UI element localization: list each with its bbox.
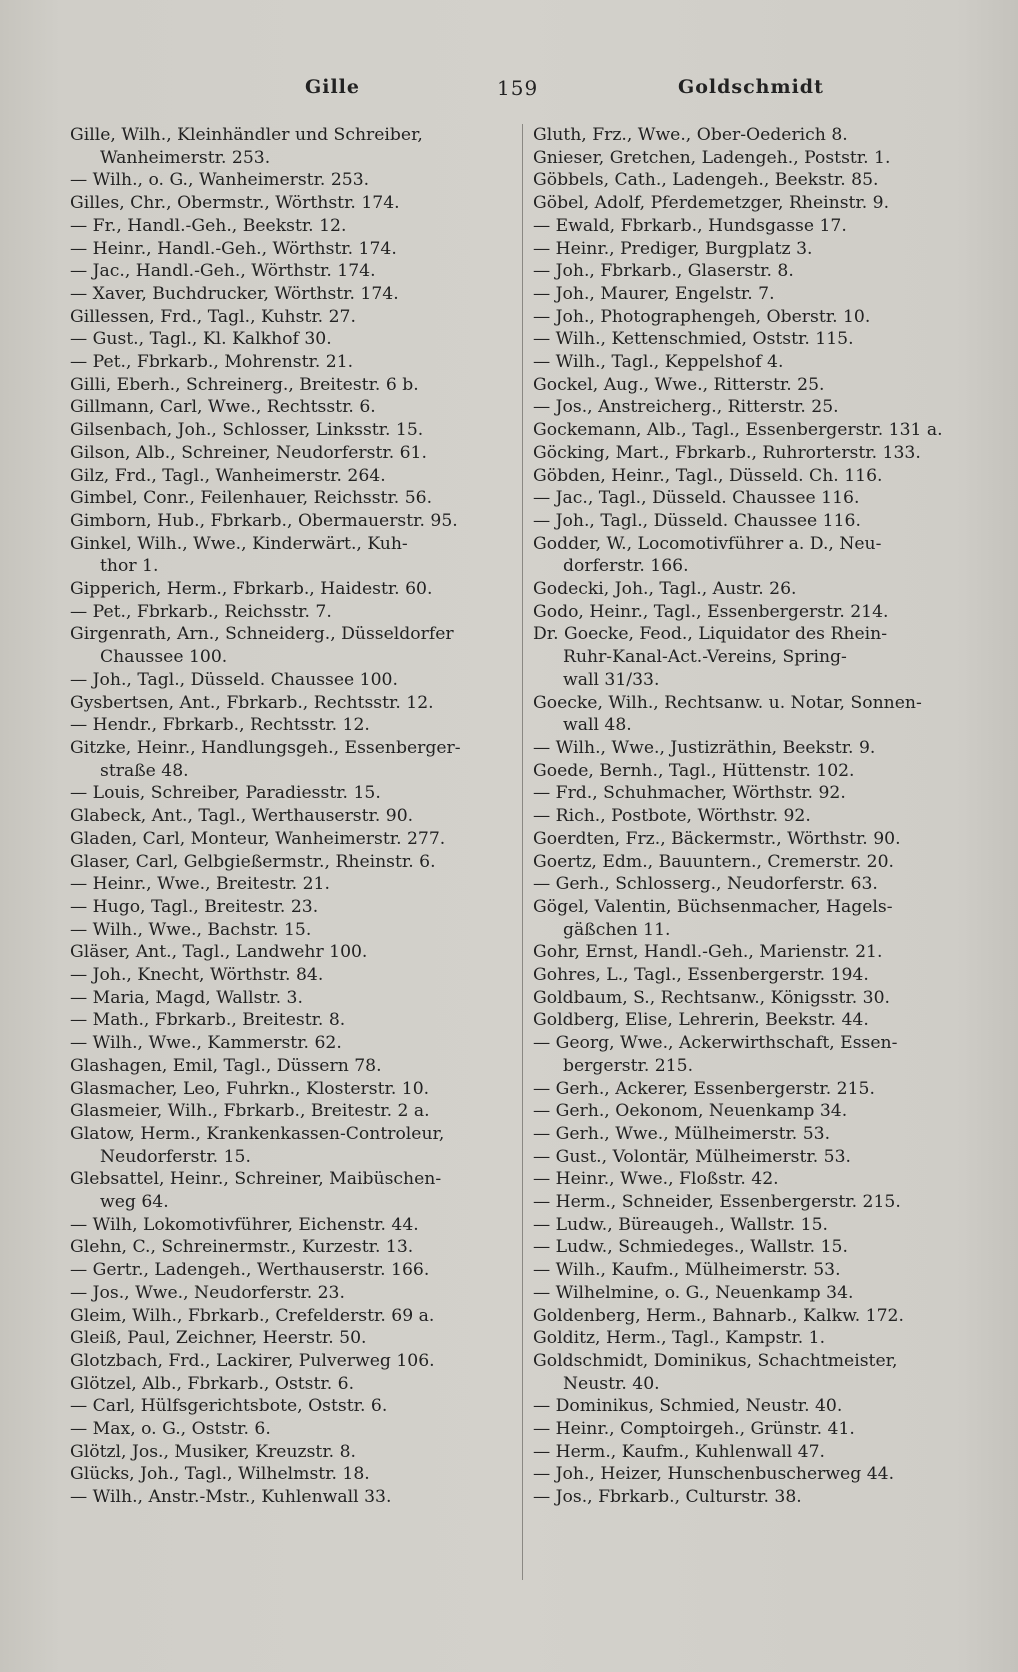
directory-entry-line: Gysbertsen, Ant., Fbrkarb., Rechtsstr. 12. [70,692,434,713]
directory-entry-line: — Ludw., Büreaugeh., Wallstr. 15. [533,1214,828,1235]
directory-entry-line: Gipperich, Herm., Fbrkarb., Haidestr. 60. [70,579,433,600]
directory-entry-line: — Wilh., Kettenschmied, Oststr. 115. [533,329,854,350]
directory-entry-line: — Georg, Wwe., Ackerwirthschaft, Essen- [533,1033,898,1054]
directory-entry-line: Gläser, Ant., Tagl., Landwehr 100. [70,942,368,963]
directory-entry-line: weg 64. [100,1192,169,1213]
directory-entry-line: Ruhr-Kanal-Act.-Vereins, Spring- [563,647,847,668]
header-first-entry: Gille [305,76,360,98]
directory-entry-line: — Pet., Fbrkarb., Mohrenstr. 21. [70,352,354,373]
directory-entry-line: — Gust., Volontär, Mülheimerstr. 53. [533,1146,851,1167]
directory-entry-line: — Wilh., Wwe., Justizräthin, Beekstr. 9. [533,737,876,758]
directory-entry-line: — Jac., Tagl., Düsseld. Chaussee 116. [533,488,860,509]
directory-entry-line: Gnieser, Gretchen, Ladengeh., Poststr. 1. [533,147,891,168]
directory-entry-line: Godo, Heinr., Tagl., Essenbergerstr. 214. [533,601,889,622]
directory-entry-line: — Rich., Postbote, Wörthstr. 92. [533,806,811,827]
left-column [70,124,515,1509]
page-header [0,76,1018,110]
directory-entry-line: Gluth, Frz., Wwe., Ober-Oederich 8. [533,125,848,145]
directory-entry-line: thor 1. [100,556,159,577]
directory-entry-line: — Wilh., Tagl., Keppelshof 4. [533,352,784,373]
directory-entry-line: — Gerh., Wwe., Mülheimerstr. 53. [533,1123,831,1144]
directory-entry-line: — Wilh., o. G., Wanheimerstr. 253. [70,170,370,191]
directory-entry-line: — Joh., Fbrkarb., Glaserstr. 8. [533,261,794,282]
directory-entry-line: Golditz, Herm., Tagl., Kampstr. 1. [533,1328,826,1349]
directory-entry-line: Göbden, Heinr., Tagl., Düsseld. Ch. 116. [533,465,883,486]
header-last-entry: Goldschmidt [678,76,824,98]
directory-entry-line: Glücks, Joh., Tagl., Wilhelmstr. 18. [70,1464,370,1485]
directory-entry-line: Glötzel, Alb., Fbrkarb., Oststr. 6. [70,1373,355,1394]
directory-entry-line: — Joh., Maurer, Engelstr. 7. [533,283,775,304]
directory-entry-line: Girgenrath, Arn., Schneiderg., Düsseldorfer [70,624,454,645]
directory-entry-line: Gilles, Chr., Obermstr., Wörthstr. 174. [70,193,400,214]
directory-entry-line: Gillmann, Carl, Wwe., Rechtsstr. 6. [70,397,376,418]
directory-entry-line: wall 48. [563,715,632,736]
directory-entry-line: Gleiß, Paul, Zeichner, Heerstr. 50. [70,1328,367,1349]
directory-entry-line: — Dominikus, Schmied, Neustr. 40. [533,1396,843,1417]
directory-entry-line: — Jos., Anstreicherg., Ritterstr. 25. [533,397,839,418]
directory-entry-line: Glasmacher, Leo, Fuhrkn., Klosterstr. 10. [70,1078,430,1099]
directory-entry-line: — Wilh., Anstr.-Mstr., Kuhlenwall 33. [70,1487,392,1508]
directory-entry-line: Gimborn, Hub., Fbrkarb., Obermauerstr. 95. [70,510,458,531]
column-divider [522,124,523,1580]
directory-entry-line: Gimbel, Conr., Feilenhauer, Reichsstr. 56. [70,488,433,509]
directory-entry-line: Ginkel, Wilh., Wwe., Kinderwärt., Kuh- [70,533,408,554]
directory-entry-line: Göcking, Mart., Fbrkarb., Ruhrorterstr. 133. [533,442,921,463]
directory-entry-line: Goerdten, Frz., Bäckermstr., Wörthstr. 90. [533,828,901,849]
directory-entry-line: — Hugo, Tagl., Breitestr. 23. [70,896,319,917]
directory-entry-line: dorferstr. 166. [563,556,689,577]
directory-entry-line: — Max, o. G., Oststr. 6. [70,1419,271,1440]
directory-entry-line: Dr. Goecke, Feod., Liquidator des Rhein- [533,624,887,645]
directory-entry-line: Goldbaum, S., Rechtsanw., Königsstr. 30. [533,987,891,1008]
directory-entry-line: Gögel, Valentin, Büchsenmacher, Hagels- [533,896,893,917]
directory-entry-line: — Ludw., Schmiedeges., Wallstr. 15. [533,1237,848,1258]
directory-entry-line: Göbbels, Cath., Ladengeh., Beekstr. 85. [533,170,879,191]
directory-entry-line: — Heinr., Wwe., Breitestr. 21. [70,874,330,895]
page-number: 159 [497,76,539,100]
directory-entry-line: Glashagen, Emil, Tagl., Düssern 78. [70,1055,382,1076]
directory-entry-line: Neustr. 40. [563,1373,660,1394]
directory-entry-line: — Xaver, Buchdrucker, Wörthstr. 174. [70,283,399,304]
directory-entry-line: Glotzbach, Frd., Lackirer, Pulverweg 106. [70,1350,435,1371]
directory-entry-line: Gladen, Carl, Monteur, Wanheimerstr. 277. [70,828,446,849]
directory-entry-line: Glabeck, Ant., Tagl., Werthauserstr. 90. [70,806,414,827]
directory-entry-line: Göbel, Adolf, Pferdemetzger, Rheinstr. 9. [533,193,890,214]
directory-entry-line: — Wilh., Wwe., Kammerstr. 62. [70,1033,342,1054]
directory-entry-line: — Joh., Knecht, Wörthstr. 84. [70,965,324,986]
directory-entry-line: Glötzl, Jos., Musiker, Kreuzstr. 8. [70,1441,356,1462]
directory-entry-line: Gilli, Eberh., Schreinerg., Breitestr. 6 b. [70,374,419,395]
directory-entry-line: Glaser, Carl, Gelbgießermstr., Rheinstr. 6. [70,851,436,872]
directory-entry-line: Chaussee 100. [100,647,228,668]
directory-entry-line: Neudorferstr. 15. [100,1146,251,1167]
directory-entry-line: Gillessen, Frd., Tagl., Kuhstr. 27. [70,306,356,327]
directory-entry-line: — Herm., Kaufm., Kuhlenwall 47. [533,1441,826,1462]
directory-entry-line: Goertz, Edm., Bauuntern., Cremerstr. 20. [533,851,894,872]
directory-entry-line: — Wilhelmine, o. G., Neuenkamp 34. [533,1282,854,1303]
directory-entry-line: Glebsattel, Heinr., Schreiner, Maibüschen- [70,1169,442,1190]
directory-entry-line: — Joh., Photographengeh, Oberstr. 10. [533,306,871,327]
directory-entry-line: Gockel, Aug., Wwe., Ritterstr. 25. [533,374,825,395]
directory-entry-line: Gille, Wilh., Kleinhändler und Schreiber, [70,125,423,145]
directory-entry-line: Wanheimerstr. 253. [100,147,271,168]
directory-entry-line: — Wilh., Wwe., Bachstr. 15. [70,919,312,940]
directory-entry-line: Glatow, Herm., Krankenkassen-Controleur, [70,1123,445,1144]
directory-entry-line: Goldschmidt, Dominikus, Schachtmeister, [533,1350,898,1371]
directory-entry-line: — Carl, Hülfsgerichtsbote, Oststr. 6. [70,1396,388,1417]
directory-entry-line: — Heinr., Comptoirgeh., Grünstr. 41. [533,1419,855,1440]
right-column [533,124,988,1509]
directory-entry-line: — Heinr., Handl.-Geh., Wörthstr. 174. [70,238,397,259]
directory-entry-line: Goede, Bernh., Tagl., Hüttenstr. 102. [533,760,855,781]
directory-entry-line: Gilz, Frd., Tagl., Wanheimerstr. 264. [70,465,386,486]
directory-entry-line: Gleim, Wilh., Fbrkarb., Crefelderstr. 69 a. [70,1305,435,1326]
directory-entry-line: — Joh., Tagl., Düsseld. Chaussee 100. [70,669,398,690]
directory-entry-line: bergerstr. 215. [563,1055,694,1076]
directory-entry-line: — Gerh., Ackerer, Essenbergerstr. 215. [533,1078,875,1099]
directory-entry-line: Glasmeier, Wilh., Fbrkarb., Breitestr. 2 a. [70,1101,430,1122]
directory-entry-line: Glehn, C., Schreinermstr., Kurzestr. 13. [70,1237,414,1258]
directory-entry-line: — Heinr., Prediger, Burgplatz 3. [533,238,813,259]
directory-entry-line: Gilsenbach, Joh., Schlosser, Linksstr. 15. [70,420,424,441]
directory-entry-line: Gilson, Alb., Schreiner, Neudorferstr. 61. [70,442,427,463]
directory-entry-line: — Joh., Tagl., Düsseld. Chaussee 116. [533,510,861,531]
directory-entry-line: — Pet., Fbrkarb., Reichsstr. 7. [70,601,332,622]
directory-entry-line: — Louis, Schreiber, Paradiesstr. 15. [70,783,381,804]
directory-entry-line: — Frd., Schuhmacher, Wörthstr. 92. [533,783,846,804]
directory-entry-line: gäßchen 11. [563,919,671,940]
directory-entry-line: Goldenberg, Herm., Bahnarb., Kalkw. 172. [533,1305,904,1326]
directory-entry-line: — Jac., Handl.-Geh., Wörthstr. 174. [70,261,376,282]
directory-entry-line: Gohres, L., Tagl., Essenbergerstr. 194. [533,965,869,986]
directory-entry-line: Godder, W., Locomotivführer a. D., Neu- [533,533,882,554]
directory-entry-line: — Gerh., Oekonom, Neuenkamp 34. [533,1101,848,1122]
directory-entry-line: — Maria, Magd, Wallstr. 3. [70,987,303,1008]
directory-entry-line: wall 31/33. [563,669,660,690]
directory-entry-line: — Gust., Tagl., Kl. Kalkhof 30. [70,329,332,350]
directory-entry-line: Gitzke, Heinr., Handlungsgeh., Essenberger- [70,737,461,758]
directory-entry-line: — Wilh., Kaufm., Mülheimerstr. 53. [533,1260,841,1281]
directory-entry-line: — Ewald, Fbrkarb., Hundsgasse 17. [533,215,847,236]
directory-entry-line: straße 48. [100,760,189,781]
directory-entry-line: Godecki, Joh., Tagl., Austr. 26. [533,579,797,600]
directory-entry-line: — Hendr., Fbrkarb., Rechtsstr. 12. [70,715,370,736]
directory-entry-line: — Fr., Handl.-Geh., Beekstr. 12. [70,215,347,236]
directory-entry-line: — Math., Fbrkarb., Breitestr. 8. [70,1010,346,1031]
directory-entry-line: Goldberg, Elise, Lehrerin, Beekstr. 44. [533,1010,869,1031]
directory-entry-line: — Joh., Heizer, Hunschenbuscherweg 44. [533,1464,895,1485]
directory-entry-line: — Heinr., Wwe., Floßstr. 42. [533,1169,779,1190]
directory-entry-line: — Gerh., Schlosserg., Neudorferstr. 63. [533,874,878,895]
directory-entry-line: — Gertr., Ladengeh., Werthauserstr. 166. [70,1260,430,1281]
directory-entry-line: — Herm., Schneider, Essenbergerstr. 215. [533,1192,901,1213]
directory-entry-line: Gohr, Ernst, Handl.-Geh., Marienstr. 21. [533,942,883,963]
directory-entry-line: — Jos., Fbrkarb., Culturstr. 38. [533,1487,802,1508]
directory-entry-line: — Wilh, Lokomotivführer, Eichenstr. 44. [70,1214,419,1235]
directory-entry-line: Gockemann, Alb., Tagl., Essenbergerstr. 131 a. [533,420,943,441]
directory-entry-line: — Jos., Wwe., Neudorferstr. 23. [70,1282,345,1303]
directory-entry-line: Goecke, Wilh., Rechtsanw. u. Notar, Sonnen- [533,692,922,713]
